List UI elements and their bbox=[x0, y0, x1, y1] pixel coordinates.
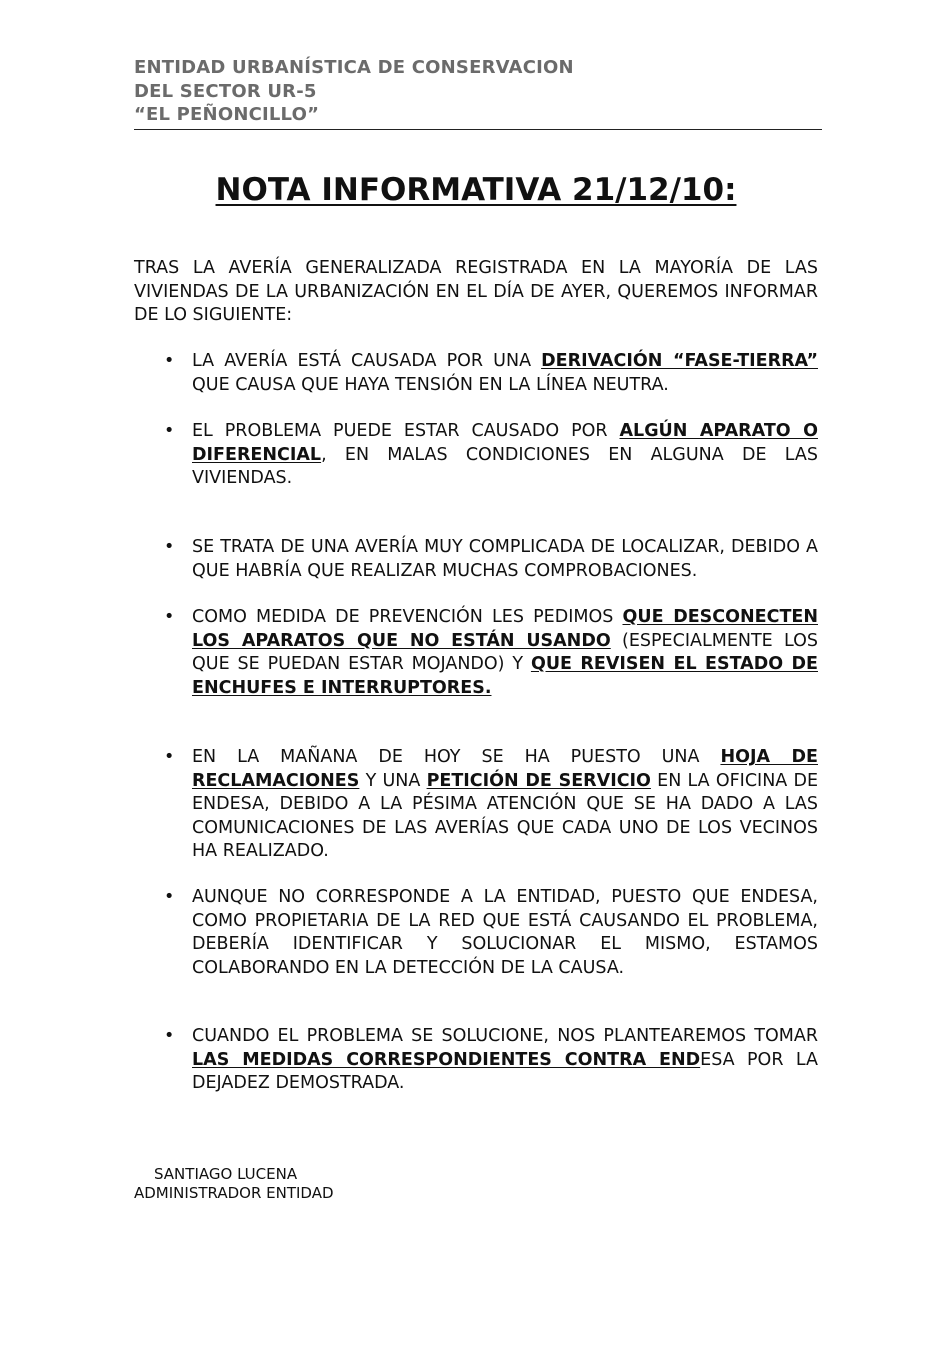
bullet-4-text: COMO MEDIDA DE PREVENCIÓN LES PEDIMOS bbox=[192, 607, 623, 627]
bullet-3-text: SE TRATA DE UNA AVERÍA MUY COMPLICADA DE LOCALIZAR, DEBIDO A QUE HABRÍA QUE REALIZAR MUCHAS COMPROBACIONES. bbox=[192, 537, 818, 581]
signature-role: ADMINISTRADOR ENTIDAD bbox=[134, 1184, 334, 1202]
bullet-2-text: EL PROBLEMA PUEDE ESTAR CAUSADO POR bbox=[192, 421, 620, 441]
bullet-7-highlight: LAS MEDIDAS CORRESPONDIENTES CONTRA END bbox=[192, 1049, 701, 1070]
bullet-4-text-mid: (ESPECIALMENTE LOS QUE SE PUEDAN ESTAR MOJANDO) Y bbox=[192, 630, 818, 674]
bullet-2-highlight: ALGÚN APARATO O DIFERENCIAL bbox=[192, 421, 818, 465]
bullet-item-2 bbox=[192, 420, 818, 491]
bullet-1-text: LA AVERÍA ESTÁ CAUSADA POR UNA bbox=[192, 351, 542, 371]
bullet-item-3 bbox=[192, 536, 818, 583]
bullet-item-4 bbox=[192, 606, 818, 700]
bullet-4-highlight-1: QUE DESCONECTEN LOS APARATOS QUE NO ESTÁN USANDO bbox=[192, 607, 818, 651]
letterhead bbox=[134, 56, 822, 130]
bullet-5-highlight-1: HOJA DE RECLAMACIONES bbox=[192, 747, 818, 791]
bullet-7-text: CUANDO EL PROBLEMA SE SOLUCIONE, NOS PLANTEAREMOS TOMAR bbox=[192, 1026, 818, 1046]
bullet-6-text: AUNQUE NO CORRESPONDE A LA ENTIDAD, PUESTO QUE ENDESA, COMO PROPIETARIA DE LA RED QUE ESTÁ CAUSANDO EL PROBLEMA, DEBERÍA IDENTIFICAR Y SOLUCIONAR EL MISMO, ESTAMOS COLABORANDO EN LA DETECCIÓN DE LA CAUSA. bbox=[192, 887, 818, 978]
bullet-item-1 bbox=[192, 350, 818, 397]
bullet-4-highlight-2: QUE REVISEN EL ESTADO DE ENCHUFES E INTERRUPTORES. bbox=[192, 654, 818, 698]
bullet-1-highlight: DERIVACIÓN “FASE-TIERRA” bbox=[541, 351, 818, 371]
letterhead-line-3: “EL PEÑONCILLO” bbox=[134, 104, 320, 125]
bullet-1-text-end: QUE CAUSA QUE HAYA TENSIÓN EN LA LÍNEA NEUTRA. bbox=[192, 374, 669, 395]
letterhead-line-2: DEL SECTOR UR-5 bbox=[134, 80, 317, 102]
bullet-2-text-end: , EN MALAS CONDICIONES EN ALGUNA DE LAS VIVIENDAS. bbox=[192, 444, 818, 488]
signature-name: SANTIAGO LUCENA bbox=[154, 1165, 298, 1183]
bullet-5-text-end: EN LA OFICINA DE ENDESA, DEBIDO A LA PÉSIMA ATENCIÓN QUE SE HA DADO A LAS COMUNICACIONES DE LAS AVERÍAS QUE CADA UNO DE LOS VECINOS HA REALIZADO. bbox=[192, 770, 819, 861]
bullet-5-text: EN LA MAÑANA DE HOY SE HA PUESTO UNA bbox=[192, 747, 721, 767]
document-title: NOTA INFORMATIVA 21/12/10: bbox=[215, 172, 737, 208]
bullet-item-6 bbox=[192, 886, 818, 980]
letterhead-line-1: ENTIDAD URBANÍSTICA DE CONSERVACION bbox=[134, 57, 574, 78]
bullet-item-5 bbox=[192, 746, 818, 864]
bullet-item-7 bbox=[192, 1025, 818, 1096]
bullet-5-text-mid: Y UNA bbox=[359, 770, 427, 791]
intro-paragraph: TRAS LA AVERÍA GENERALIZADA REGISTRADA EN LA MAYORÍA DE LAS VIVIENDAS DE LA URBANIZACIÓN EN EL DÍA DE AYER, QUEREMOS INFORMAR DE LO SIGUIENTE: bbox=[134, 258, 818, 325]
bullet-5-highlight-2: PETICIÓN DE SERVICIO bbox=[426, 770, 651, 791]
bullet-7-text-end: ESA POR LA DEJADEZ DEMOSTRADA. bbox=[192, 1049, 818, 1093]
